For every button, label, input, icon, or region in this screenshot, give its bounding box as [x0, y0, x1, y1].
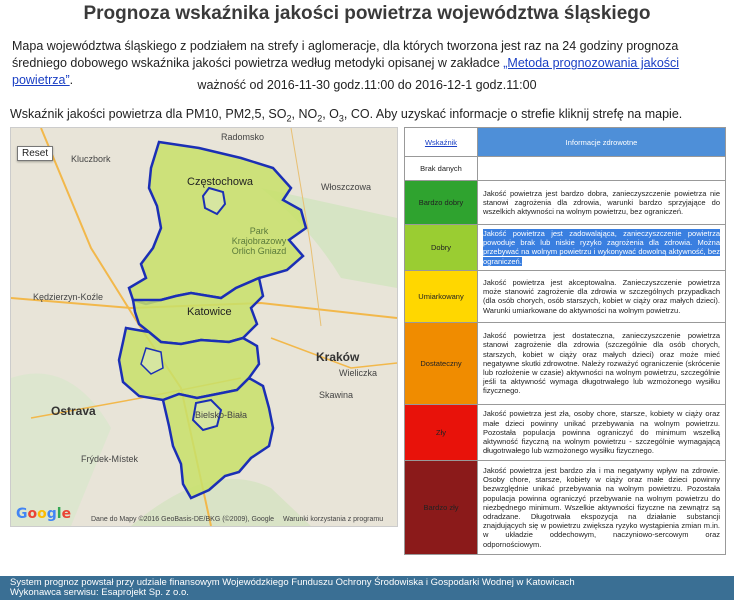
info-cell: Jakość powietrza jest bardzo zła i ma negatywny wpływ na zdrowie. Osoby chore, starsze, kobiety w ciąży oraz małe dzieci powinny bezwzględnie unikać przebywania na wolnym powietrzu. Pozostała populacja powinna ograniczyć przebywanie na wolnym powietrzu do niezbędnego minimum. Wszelkie aktywności fizyczne na zewnątrz są odradzane. Długotrwała ekspozycja na działanie substancji znajdujących się w powietrzu zwiększa ryzyko wystąpienia zmian m.in. w układzie oddechowym, naczyniowo-sercowym oraz odpornościowym.	[478, 460, 726, 554]
map-label-krakow: Kraków	[316, 350, 360, 364]
info-cell: Jakość powietrza jest akceptowalna. Zanieczyszczenie powietrza może stanowić zagrożenie dla zdrowia w szczególnych przypadkach (dla osób chorych, osób starszych, kobiet w ciąży oraz małych dzieci). Warunki umiarkowane do aktywności na wolnym powietrzu.	[478, 270, 726, 322]
page-footer	[0, 576, 734, 600]
map-terms-link[interactable]: Warunki korzystania z programu	[283, 516, 384, 523]
table-row	[405, 225, 726, 271]
pollutants-prefix: Wskaźnik jakości powietrza dla PM10, PM2,5, SO	[10, 107, 287, 121]
map-label-kluczbork: Kluczbork	[71, 154, 111, 164]
map-label-frydek: Frýdek-Místek	[81, 454, 139, 464]
info-cell	[478, 157, 726, 181]
table-header-row	[405, 128, 726, 157]
level-cell: Dostateczny	[405, 322, 478, 404]
info-cell: Jakość powietrza jest bardzo dobra, zanieczyszczenie powietrza nie stanowi zagrożenia dla zdrowia, warunki bardzo sprzyjające do wszelkich aktywności na wolnym powietrzu, bez ograniczeń.	[478, 181, 726, 225]
intro-after: .	[69, 73, 74, 87]
google-logo: Google	[16, 506, 72, 522]
level-cell: Bardzo zły	[405, 460, 478, 554]
table-row	[405, 157, 726, 181]
footer-contractor: Wykonawca serwisu: Esaprojekt Sp. z o.o.	[10, 587, 189, 598]
health-info-table	[404, 127, 726, 555]
level-cell: Dobry	[405, 225, 478, 271]
map-data-attribution: Dane do Mapy ©2016 GeoBasis-DE/BKG (©2009), Google	[91, 516, 275, 523]
info-cell: Jakość powietrza jest dostateczna, zanieczyszczenie powietrza stanowi zagrożenie dla zdrowia (szczególnie dla osób chorych, starszych, kobiet w ciąży oraz małych dzieci) oraz może mieć negatywne skutki zdrowotne. Należy rozważyć ograniczenie (skrócenie lub rozłożenie w czasie) aktywności na wolnym powietrzu, szczególnie jeśli ta aktywność wymaga długotrwałego lub wzmożonego wysiłku fizycznego.	[478, 322, 726, 404]
pollutants-line	[10, 107, 730, 124]
zones-map[interactable]	[10, 127, 398, 527]
map-label-skawina: Skawina	[319, 390, 354, 400]
map-label-wloszczowa: Włoszczowa	[321, 182, 372, 192]
table-row	[405, 404, 726, 460]
sub-so2: 2	[286, 113, 292, 124]
info-cell: Jakość powietrza jest zła, osoby chore, starsze, kobiety w ciąży oraz małe dzieci powinny unikać przebywania na wolnym powietrzu. Pozostała populacja powinna ograniczyć do minimum wszelką aktywność fizyczną na wolnym powietrzu - szczególnie wymagającą długotrwałego lub wzmożonego wysiłku fizycznego.	[478, 404, 726, 460]
map-label-katowice: Katowice	[187, 306, 232, 318]
map-label-ostrava: Ostrava	[51, 404, 96, 418]
table-row	[405, 181, 726, 225]
page-title: Prognoza wskaźnika jakości powietrza województwa śląskiego	[83, 3, 651, 24]
map-label-radomsko: Radomsko	[221, 132, 265, 142]
sub-o3: 3	[338, 113, 344, 124]
table-row	[405, 322, 726, 404]
indicator-link[interactable]: Wskaźnik	[424, 137, 458, 147]
pollutants-suffix: , CO. Aby uzyskać informacje o strefie kliknij strefę na mapie.	[343, 107, 683, 121]
table-row	[405, 270, 726, 322]
intro-text: Mapa województwa śląskiego z podziałem na strefy i aglomeracje, dla których tworzona jest raz na 24 godziny prognoza średniego dobowego wskaźnika jakości powietrza według metodyki opisanej w zakładce	[12, 39, 679, 70]
pollutants-o: , O	[322, 107, 339, 121]
level-cell: Bardzo dobry	[405, 181, 478, 225]
selected-text: Jakość powietrza jest zadowalająca, zanieczyszczenie powietrza powoduje brak lub niskie ryzyko zagrożenia dla zdrowia. Można przebywać na wolnym powietrzu i wykonywać dowolną aktywność, bez ograniczeń.	[483, 229, 720, 266]
header-indicator[interactable]	[405, 128, 478, 157]
map-label-bielsko: Bielsko-Biała	[195, 410, 248, 420]
level-cell: Umiarkowany	[405, 270, 478, 322]
reset-button[interactable]: Reset	[17, 146, 53, 161]
info-cell	[478, 225, 726, 271]
map-label-park: Park Krajobrazowy Orlich Gniazd	[231, 226, 287, 256]
map-label-czestochowa: Częstochowa	[187, 176, 254, 188]
pollutants-no: , NO	[291, 107, 318, 121]
map-label-kedzierzyn: Kędzierzyn-Koźle	[33, 292, 104, 302]
sub-no2: 2	[317, 113, 323, 124]
map-label-wieliczka: Wieliczka	[339, 368, 378, 378]
table-row	[405, 460, 726, 554]
header-health-info: Informacje zdrowotne	[478, 128, 726, 157]
level-cell: Zły	[405, 404, 478, 460]
footer-funding: System prognoz powstał przy udziale finansowym Wojewódzkiego Funduszu Ochrony Środowiska i Gospodarki Wodnej w Katowicach	[10, 577, 575, 588]
level-cell: Brak danych	[405, 157, 478, 181]
method-link[interactable]: „Metoda prognozowania jakości powietrza”	[12, 56, 680, 87]
validity-text: ważność od 2016-11-30 godz.11:00 do 2016-12-1 godz.11:00	[197, 78, 537, 92]
